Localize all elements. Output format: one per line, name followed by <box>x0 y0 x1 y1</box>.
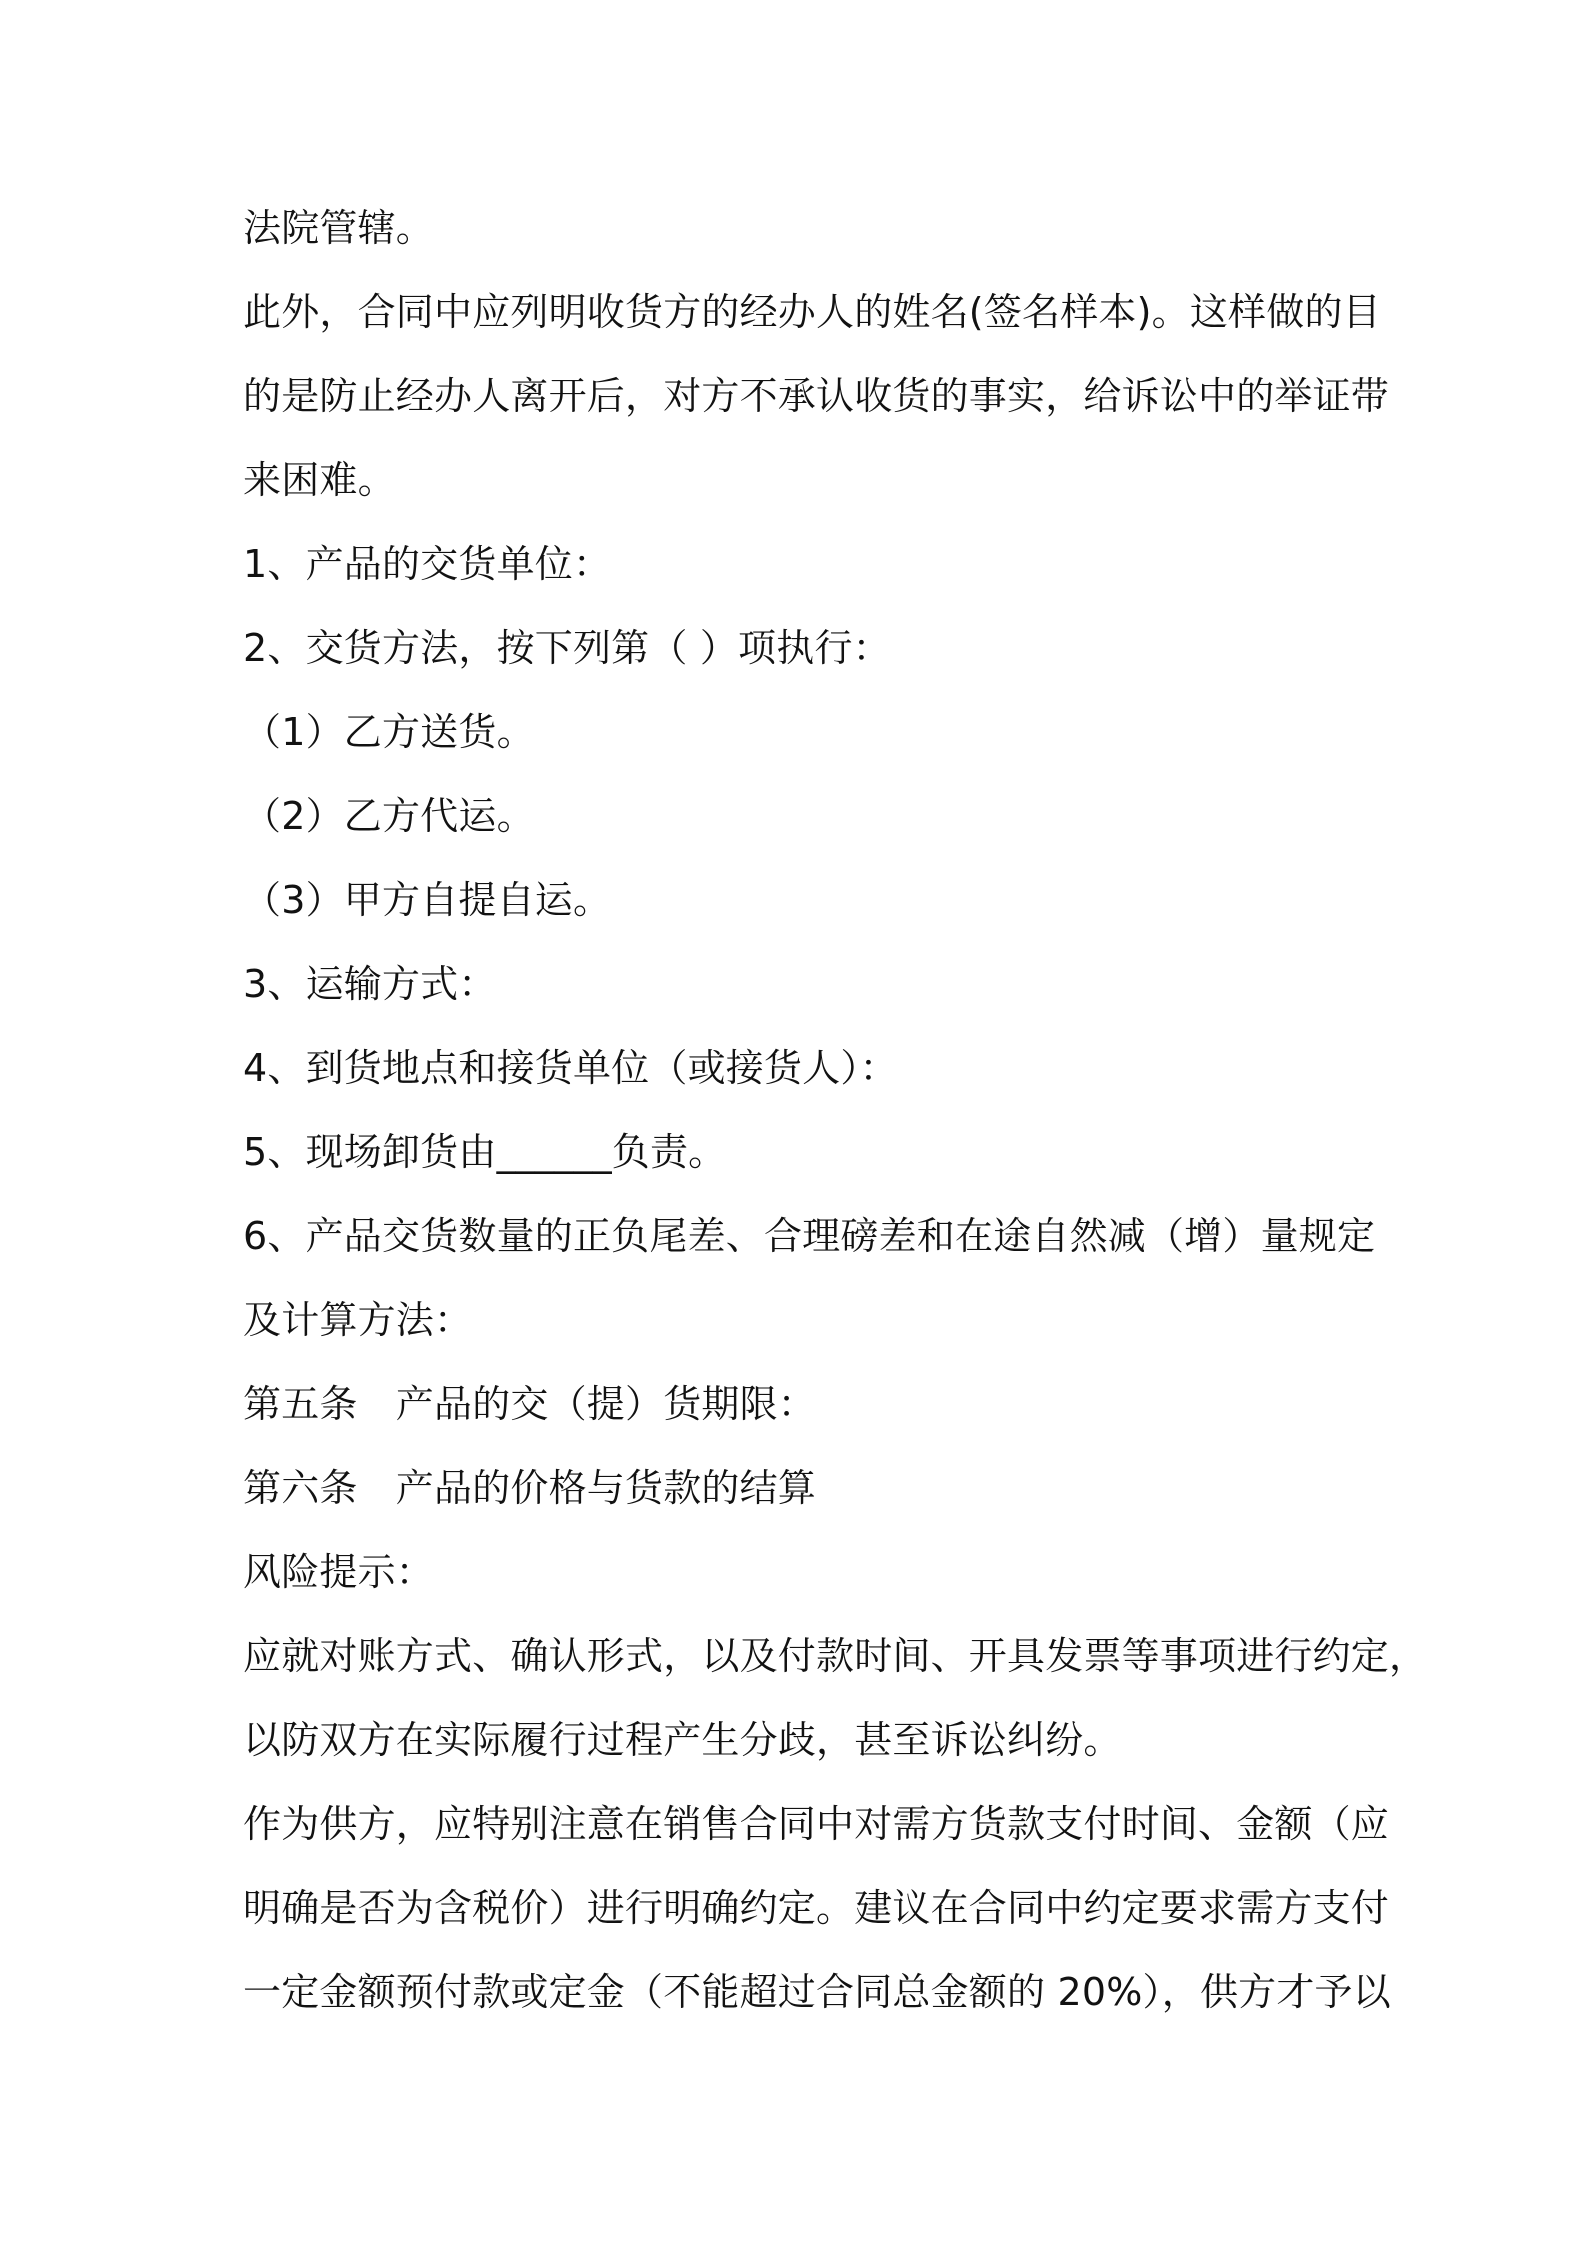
list-item: 6、产品交货数量的正负尾差、合理磅差和在途自然减（增）量规定 <box>243 1214 1376 1258</box>
text-line: 一定金额预付款或定金（不能超过合同总金额的 20%），供方才予以 <box>243 1970 1391 2014</box>
text-line: 应就对账方式、确认形式，以及付款时间、开具发票等事项进行约定， <box>243 1634 1428 1678</box>
document-body <box>243 186 1428 2034</box>
list-item: 2、交货方法，按下列第（ ）项执行： <box>243 626 891 670</box>
text-line: 法院管辖。 <box>243 206 435 250</box>
text-line: 的是防止经办人离开后，对方不承认收货的事实，给诉讼中的举证带 <box>243 374 1390 418</box>
list-item: 1、产品的交货单位： <box>243 542 612 586</box>
text-line: 及计算方法： <box>243 1298 473 1342</box>
article-heading: 第五条 产品的交（提）货期限： <box>243 1382 817 1426</box>
text-line: 此外，合同中应列明收货方的经办人的姓名(签名样本)。这样做的目 <box>243 290 1381 334</box>
sub-list-item: （3）甲方自提自运。 <box>243 878 612 922</box>
text-line: 作为供方，应特别注意在销售合同中对需方货款支付时间、金额（应 <box>243 1802 1390 1846</box>
sub-list-item: （1）乙方送货。 <box>243 710 535 754</box>
sub-list-item: （2）乙方代运。 <box>243 794 535 838</box>
text-line: 以防双方在实际履行过程产生分歧，甚至诉讼纠纷。 <box>243 1718 1122 1762</box>
article-heading: 第六条 产品的价格与货款的结算 <box>243 1466 817 1510</box>
risk-heading: 风险提示： <box>243 1550 435 1594</box>
list-item: 5、现场卸货由______负责。 <box>243 1130 727 1174</box>
list-item: 3、运输方式： <box>243 962 497 1006</box>
list-item: 4、到货地点和接货单位（或接货人）： <box>243 1046 898 1090</box>
text-line: 来困难。 <box>243 458 396 502</box>
text-line: 明确是否为含税价）进行明确约定。建议在合同中约定要求需方支付 <box>243 1886 1390 1930</box>
